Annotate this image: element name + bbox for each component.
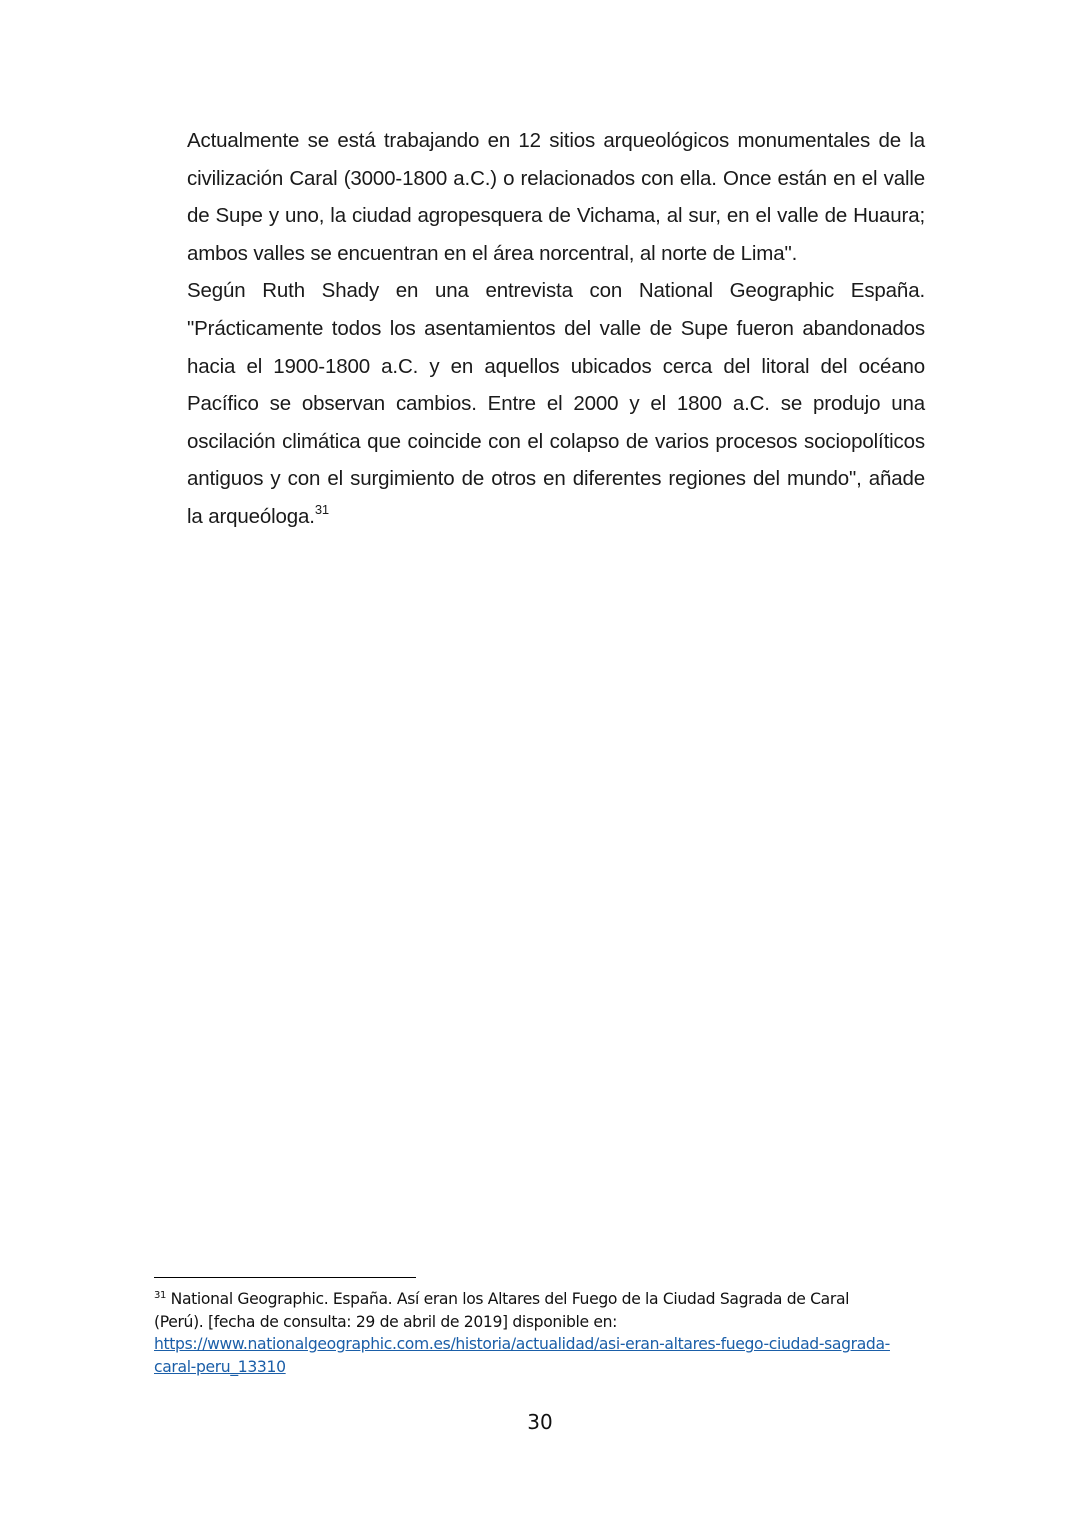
footnote-link[interactable]: https://www.nationalgeographic.com.es/historia/actualidad/asi-eran-altares-fuego-ciudad-sagrada-caral-peru_13310: [154, 1335, 890, 1376]
paragraph-sites: Actualmente se está trabajando en 12 sitios arqueológicos monumentales de la civilización Caral (3000-1800 a.C.) o relacionados con ella. Once están en el valle de Supe y uno, la ciudad agropesquera de Vichama, al sur, en el valle de Huaura; ambos valles se encuentran en el área norcentral, al norte de Lima".: [187, 129, 925, 265]
footnote-reference[interactable]: 31: [314, 502, 330, 518]
body-text: [187, 122, 925, 536]
footnote-number: 31: [154, 1289, 167, 1301]
paragraph-shady-quote: [187, 272, 925, 535]
paragraph-shady-text: Según Ruth Shady en una entrevista con National Geographic España. "Prácticamente todos los asentamientos del valle de Supe fueron abandonados hacia el 1900-1800 a.C. y en aquellos ubicados cerca del litoral del océano Pacífico se observan cambios. Entre el 2000 y el 1800 a.C. se produjo una oscilación climática que coincide con el colapso de varios procesos sociopolíticos antiguos y con el surgimiento de otros en diferentes regiones del mundo", añade la arqueóloga.: [187, 279, 925, 528]
footnote-text: National Geographic. España. Así eran los Altares del Fuego de la Ciudad Sagrada de Caral (Perú). [fecha de consulta: 29 de abril de 2019] disponible en:: [154, 1290, 850, 1331]
page-number: 30: [527, 1410, 553, 1434]
footnote-separator: [154, 1277, 416, 1278]
footnote: [154, 1288, 894, 1378]
